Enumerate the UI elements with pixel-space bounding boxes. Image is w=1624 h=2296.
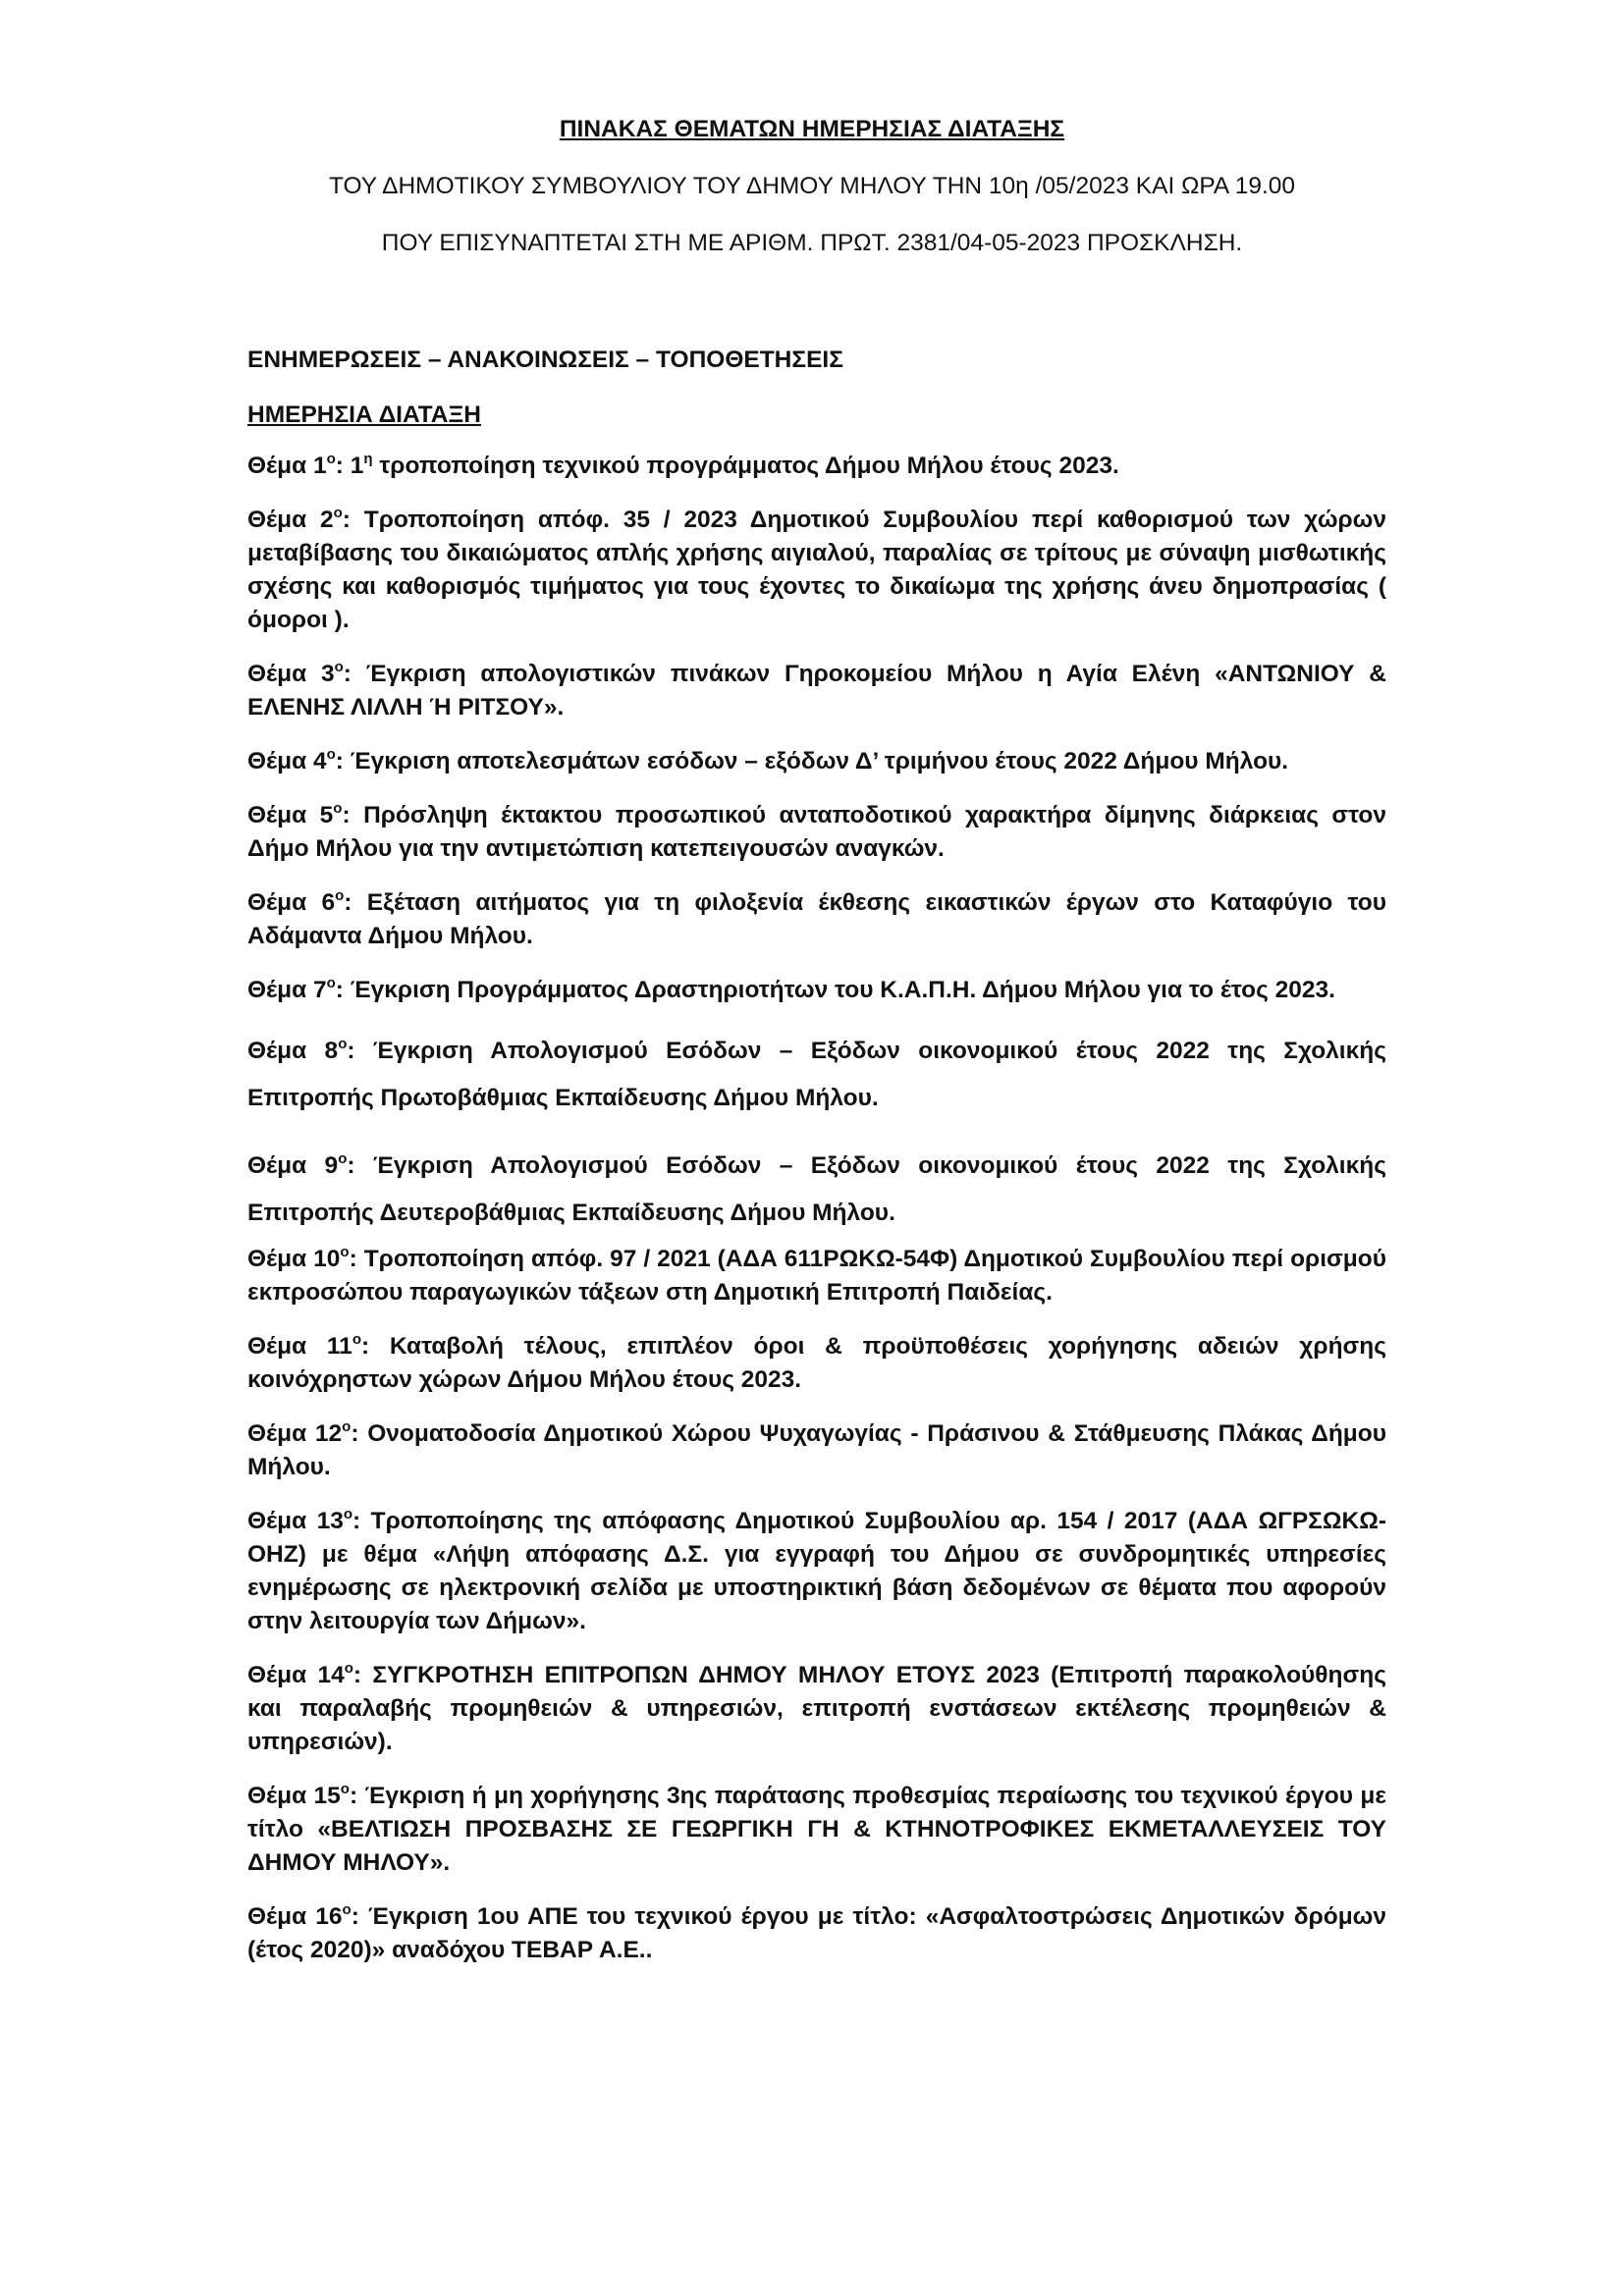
item-label-sup: ο	[334, 658, 344, 675]
item-label: Θέμα 4	[247, 748, 327, 774]
item-label-sup: ο	[338, 1149, 348, 1167]
agenda-item-16: Θέμα $16^o$: Έγκριση 1ου ΑΠΕ του τεχνικού έργου με τίτλο: «Ασφαλτοστρώσεις Δημοτικών δρόμων (έτος 2020)» αναδόχου ΤΕΒΑΡ Α.Ε..	[247, 1900, 1387, 1963]
item-label-sup: ο	[338, 1035, 348, 1052]
item-label: Θέμα 6	[247, 889, 336, 916]
item-label: Θέμα 8	[247, 1038, 339, 1064]
item-prefix-sup: η	[363, 450, 373, 467]
item-label-sup: ο	[342, 1900, 352, 1918]
item-label: Θέμα 10	[247, 1246, 341, 1272]
item-text: Έγκριση Προγράμματος Δραστηριοτήτων του Κ.Α.Π.Η. Δήμου Μήλου για το έτος 2023.	[350, 977, 1335, 1003]
item-label-sup: ο	[335, 886, 345, 904]
item-label-sup: ο	[326, 745, 336, 763]
item-text: Τροποποίηση απόφ. 97 / 2021 (ΑΔΑ 611ΡΩΚΩ-54Φ) Δημοτικού Συμβουλίου περί ορισμού εκπροσώπου παραγωγικών τάξεων στη Δημοτική Επιτροπή Παιδείας.	[247, 1246, 1386, 1306]
item-label-sup: ο	[343, 1505, 353, 1522]
agenda-item-15: Θέμα $15^o$: Έγκριση ή μη χορήγησης 3ης παράτασης προθεσμίας περαίωσης του τεχνικού έργου με τίτλο «ΒΕΛΤΙΩΣΗ ΠΡΟΣΒΑΣΗΣ ΣΕ ΓΕΩΡΓΙΚΗ ΓΗ & ΚΤΗΝΟΤΡΟΦΙΚΕΣ ΕΚΜΕΤΑΛΛΕΥΣΕΙΣ ΤΟΥ ΔΗΜΟΥ ΜΗΛΟΥ».	[247, 1780, 1386, 1876]
item-text: Έγκριση ή μη χορήγησης 3ης παράτασης προθεσμίας περαίωσης του τεχνικού έργου με τίτλο «ΒΕΛΤΙΩΣΗ ΠΡΟΣΒΑΣΗΣ ΣΕ ΓΕΩΡΓΙΚΗ ΓΗ & ΚΤΗΝΟΤΡΟΦΙΚΕΣ ΕΚΜΕΤΑΛΛΕΥΣΕΙΣ ΤΟΥ ΔΗΜΟΥ ΜΗΛΟΥ».	[247, 1783, 1386, 1876]
item-text: Έγκριση Απολογισμού Εσόδων – Εξόδων οικονομικού έτους 2022 της Σχολικής Επιτροπής Πρωτοβάθμιας Εκπαίδευσης Δήμου Μήλου.	[247, 1038, 1386, 1111]
agenda-item-1: Θέμα $1^o$: $1^\eta$ τροποποίηση τεχνικού προγράμματος Δήμου Μήλου έτους 2023.	[247, 450, 1119, 479]
item-text: Πρόσληψη έκτακτου προσωπικού ανταποδοτικού χαρακτήρα δίμηνης διάρκειας στον Δήμο Μήλου για την αντιμετώπιση κατεπειγουσών αναγκών.	[247, 802, 1387, 862]
agenda-item-3: Θέμα $3^o$: Έγκριση απολογιστικών πινάκων Γηροκομείου Μήλου η Αγία Ελένη «ΑΝΤΩΝΙΟΥ & ΕΛΕΝΗΣ ΛΙΛΛΗ Ή ΡΙΤΣΟΥ».	[247, 658, 1386, 721]
item-text: Καταβολή τέλους, επιπλέον όροι & προϋποθέσεις χορήγησης αδειών χρήσης κοινόχρηστων χώρων Δήμου Μήλου έτους 2023.	[247, 1333, 1386, 1393]
item-label-sup: ο	[326, 974, 336, 991]
item-label: Θέμα 12	[247, 1420, 343, 1447]
document-title: ΠΙΝΑΚΑΣ ΘΕΜΑΤΩΝ ΗΜΕΡΗΣΙΑΣ ΔΙΑΤΑΞΗΣ	[559, 116, 1065, 142]
agenda-heading: ΗΜΕΡΗΣΙΑ ΔΙΑΤΑΞΗ	[247, 401, 481, 428]
agenda-item-6: Θέμα $6^o$: Εξέταση αιτήματος για τη φιλοξενία έκθεσης εικαστικών έργων στο Καταφύγιο του Αδάμαντα Δήμου Μήλου.	[247, 886, 1386, 949]
item-text: Έγκριση Απολογισμού Εσόδων – Εξόδων οικονομικού έτους 2022 της Σχολικής Επιτροπής Δευτεροβάθμιας Εκπαίδευσης Δήμου Μήλου.	[247, 1152, 1386, 1226]
item-label-sup: ο	[333, 799, 343, 817]
item-label: Θέμα 15	[247, 1783, 341, 1809]
item-text: Έγκριση αποτελεσμάτων εσόδων – εξόδων Δ’ τριμήνου έτους 2022 Δήμου Μήλου.	[350, 748, 1289, 774]
item-label-sup: ο	[344, 1659, 353, 1677]
agenda-item-12: Θέμα $12^o$: Ονοματοδοσία Δημοτικού Χώρου Ψυχαγωγίας - Πράσινου & Στάθμευσης Πλάκας Δήμου Μήλου.	[247, 1417, 1386, 1480]
item-text: Ονοματοδοσία Δημοτικού Χώρου Ψυχαγωγίας - Πράσινου & Στάθμευσης Πλάκας Δήμου Μήλου.	[247, 1420, 1386, 1480]
agenda-item-2: Θέμα $2^o$: Τροποποίηση απόφ. 35 / 2023 Δημοτικού Συμβουλίου περί καθορισμού των χώρων μεταβίβασης του δικαιώματος απλής χρήσης αιγιαλού, παραλίας σε τρίτους με σύναψη μισθωτικής σχέσης και καθορισμός τιμήματος για τους έχοντες το δικαίωμα της χρήσης άνευ δημοπρασίας ( όμοροι ).	[247, 504, 1386, 633]
item-label: Θέμα 7	[247, 977, 327, 1003]
agenda-item-4: Θέμα $4^o$: Έγκριση αποτελεσμάτων εσόδων – εξόδων Δ’ τριμήνου έτους 2022 Δήμου Μήλου.	[247, 745, 1289, 774]
agenda-item-8: Θέμα $8^o$: Έγκριση Απολογισμού Εσόδων – Εξόδων οικονομικού έτους 2022 της Σχολικής Επιτροπής Πρωτοβάθμιας Εκπαίδευσης Δήμου Μήλου.	[247, 1035, 1386, 1111]
item-label: Θέμα 11	[247, 1333, 352, 1360]
item-label-sup: ο	[340, 1243, 350, 1260]
item-text: Τροποποίησης της απόφασης Δημοτικού Συμβουλίου αρ. 154 / 2017 (ΑΔΑ ΩΓΡΣΩΚΩ-ΟΗΖ) με θέμα «Λήψη απόφασης Δ.Σ. για εγγραφή του Δήμου σε συνδρομητικές υπηρεσίες ενημέρωσης σε ηλεκτρονική σελίδα με υποστηρικτική βάση δεδομένων σε θέματα που αφορούν στην λειτουργία των Δήμων».	[247, 1508, 1386, 1634]
item-text: ΣΥΓΚΡΟΤΗΣΗ ΕΠΙΤΡΟΠΩΝ ΔΗΜΟΥ ΜΗΛΟΥ ΕΤΟΥΣ 2023 (Επιτροπή παρακολούθησης και παραλαβής προμηθειών & υπηρεσιών, επιτροπή ενστάσεων εκτέλεσης προμηθειών & υπηρεσιών).	[247, 1662, 1386, 1755]
announcements-heading: ΕΝΗΜΕΡΩΣΕΙΣ – ΑΝΑΚΟΙΝΩΣΕΙΣ – ΤΟΠΟΘΕΤΗΣΕΙΣ	[247, 347, 843, 373]
item-label-sup: ο	[352, 1330, 361, 1348]
meeting-info-line: ΤΟΥ ΔΗΜΟΤΙΚΟΥ ΣΥΜΒΟΥΛΙΟΥ ΤΟΥ ΔΗΜΟΥ ΜΗΛΟΥ ΤΗΝ 10η /05/2023 ΚΑΙ ΩΡΑ 19.00	[328, 173, 1296, 199]
item-label: Θέμα 14	[247, 1662, 345, 1688]
item-label-sup: ο	[333, 504, 343, 521]
item-label-sup: ο	[340, 1780, 350, 1797]
item-label: Θέμα 16	[247, 1903, 343, 1930]
agenda-item-13: Θέμα $13^o$: Τροποποίησης της απόφασης Δημοτικού Συμβουλίου αρ. 154 / 2017 (ΑΔΑ ΩΓΡΣΩΚΩ-ΟΗΖ) με θέμα «Λήψη απόφασης Δ.Σ. για εγγραφή του Δήμου σε συνδρομητικές υπηρεσίες ενημέρωσης σε ηλεκτρονική σελίδα με υποστηρικτική βάση δεδομένων σε θέματα που αφορούν στην λειτουργία των Δήμων».	[247, 1505, 1386, 1634]
item-label-sup: ο	[326, 450, 336, 467]
item-text: Εξέταση αιτήματος για τη φιλοξενία έκθεσης εικαστικών έργων στο Καταφύγιο του Αδάμαντα Δήμου Μήλου.	[247, 889, 1386, 949]
agenda-item-9: Θέμα $9^o$: Έγκριση Απολογισμού Εσόδων – Εξόδων οικονομικού έτους 2022 της Σχολικής Επιτροπής Δευτεροβάθμιας Εκπαίδευσης Δήμου Μήλου.	[247, 1149, 1386, 1226]
item-label: Θέμα 5	[247, 802, 334, 828]
item-prefix: 1	[350, 453, 364, 479]
invitation-reference-line: ΠΟΥ ΕΠΙΣΥΝΑΠΤΕΤΑΙ ΣΤΗ ΜΕ ΑΡΙΘΜ. ΠΡΩΤ. 2381/04-05-2023 ΠΡΟΣΚΛΗΣΗ.	[381, 230, 1243, 256]
item-text: Έγκριση απολογιστικών πινάκων Γηροκομείου Μήλου η Αγία Ελένη «ΑΝΤΩΝΙΟΥ & ΕΛΕΝΗΣ ΛΙΛΛΗ Ή ΡΙΤΣΟΥ».	[247, 661, 1386, 721]
item-label: Θέμα 13	[247, 1508, 344, 1534]
agenda-item-7: Θέμα $7^o$: Έγκριση Προγράμματος Δραστηριοτήτων του Κ.Α.Π.Η. Δήμου Μήλου για το έτος 2023.	[247, 974, 1335, 1003]
item-label: Θέμα 9	[247, 1152, 339, 1179]
agenda-item-5: Θέμα $5^o$: Πρόσληψη έκτακτου προσωπικού ανταποδοτικού χαρακτήρα δίμηνης διάρκειας στον Δήμο Μήλου για την αντιμετώπιση κατεπειγουσών αναγκών.	[247, 799, 1387, 862]
item-text: Έγκριση 1ου ΑΠΕ του τεχνικού έργου με τίτλο: «Ασφαλτοστρώσεις Δημοτικών δρόμων (έτος 2020)» αναδόχου ΤΕΒΑΡ Α.Ε..	[247, 1903, 1387, 1963]
agenda-item-14: Θέμα $14^o$: ΣΥΓΚΡΟΤΗΣΗ ΕΠΙΤΡΟΠΩΝ ΔΗΜΟΥ ΜΗΛΟΥ ΕΤΟΥΣ 2023 (Επιτροπή παρακολούθησης και παραλαβής προμηθειών & υπηρεσιών, επιτροπή ενστάσεων εκτέλεσης προμηθειών & υπηρεσιών).	[247, 1659, 1386, 1755]
agenda-body	[247, 342, 1386, 1988]
agenda-item-11: Θέμα $11^o$: Καταβολή τέλους, επιπλέον όροι & προϋποθέσεις χορήγησης αδειών χρήσης κοινόχρηστων χώρων Δήμου Μήλου έτους 2023.	[247, 1330, 1386, 1393]
item-label: Θέμα 3	[247, 661, 335, 687]
item-text: τροποποίηση τεχνικού προγράμματος Δήμου Μήλου έτους 2023.	[372, 453, 1119, 479]
item-label: Θέμα 2	[247, 507, 334, 533]
item-label: Θέμα 1	[247, 453, 327, 479]
agenda-item-10: Θέμα $10^o$: Τροποποίηση απόφ. 97 / 2021 (ΑΔΑ 611ΡΩΚΩ-54Φ) Δημοτικού Συμβουλίου περί ορισμού εκπροσώπου παραγωγικών τάξεων στη Δημοτική Επιτροπή Παιδείας.	[247, 1243, 1386, 1306]
item-label-sup: ο	[342, 1417, 352, 1435]
item-text: Τροποποίηση απόφ. 35 / 2023 Δημοτικού Συμβουλίου περί καθορισμού των χώρων μεταβίβασης του δικαιώματος απλής χρήσης αιγιαλού, παραλίας σε τρίτους με σύναψη μισθωτικής σχέσης και καθορισμός τιμήματος για τους έχοντες το δικαίωμα της χρήσης άνευ δημοπρασίας ( όμοροι ).	[247, 507, 1386, 633]
